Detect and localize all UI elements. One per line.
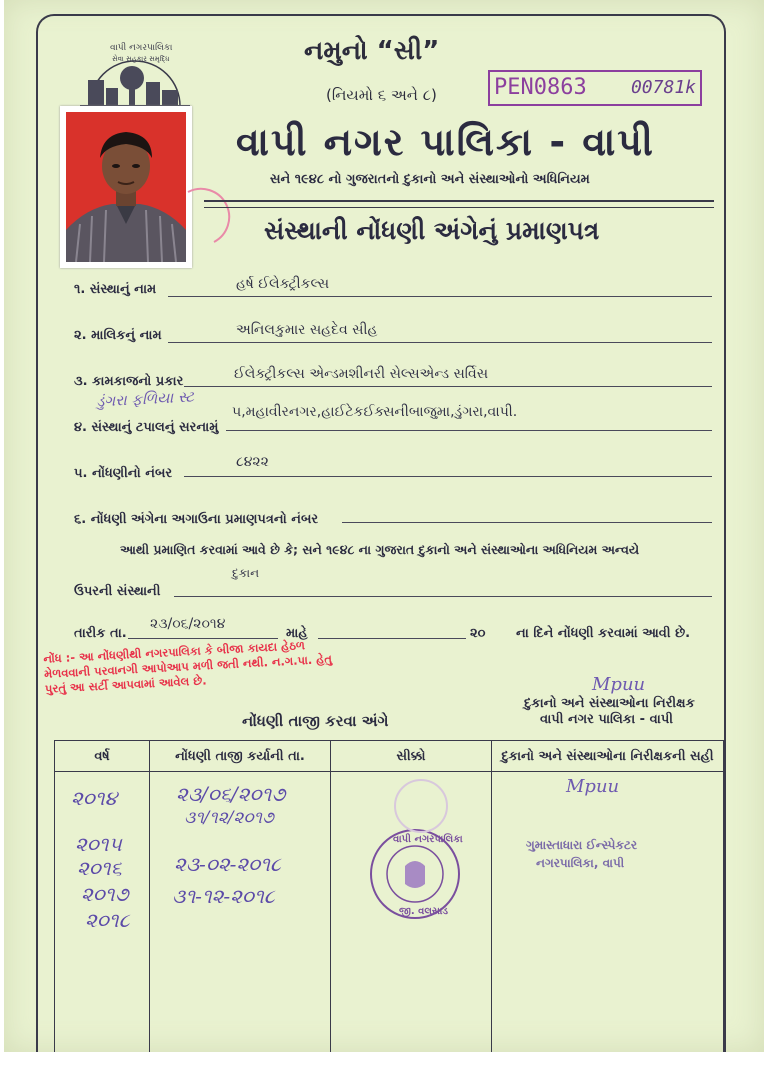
field-1-value: હર્ષ ઈલેક્ટ્રીકલ્સ [236, 276, 330, 292]
municipality-logo [70, 36, 200, 114]
above-entity-value: દુકાન [232, 566, 260, 580]
renewal-table [54, 740, 724, 1052]
registration-number-printed: PEN0863 [494, 75, 587, 100]
field-3-label: ૩. કામકાજનો પ્રકાર [74, 374, 184, 389]
month-label: માહે [286, 626, 308, 641]
renewal-date-entry: ૨૩-૦૨-૨૦૧૮ [174, 852, 281, 876]
inspector-signature: Mpuu [592, 674, 646, 695]
certificate-title: સંસ્થાની નોંધણી અંગેનું પ્રમાણપત્ર [264, 216, 600, 245]
header-inspector-signature: દુકાનો અને સંસ્થાઓના નિરીક્ષકની સહી [492, 741, 724, 772]
renewal-date-entry: ૨૩/૦૬/૨૦૧૭ [176, 782, 286, 806]
above-entity-label: ઉપરની સંસ્થાની [74, 584, 161, 599]
municipal-seal [367, 826, 463, 922]
field-4-line [226, 430, 712, 431]
field-2-label: ૨. માલિકનું નામ [74, 328, 162, 343]
form-number: નમુનો “સી” [304, 36, 440, 66]
municipality-title: વાપી નગર પાલિકા - વાપી [236, 120, 655, 164]
renewal-title: નોંધણી તાજી કરવા અંગે [242, 712, 389, 730]
rules-reference: (નિયમો ૬ અને ૮) [326, 86, 437, 104]
field-5-value: ૮૪૨૨ [236, 454, 269, 470]
act-line: સને ૧૯૪૮ નો ગુજરાતનો દુકાનો અને સંસ્થાઓનો અધિનિયમ [270, 172, 590, 187]
inspector-office: વાપી નગર પાલિકા - વાપી [540, 712, 674, 727]
registered-text: ના દિને નોંધણી કરવામાં આવી છે. [516, 626, 691, 641]
above-entity-line [174, 596, 712, 597]
dates-cell [150, 772, 331, 1053]
seal-cell [331, 772, 492, 1053]
partial-stamp-mark [184, 186, 234, 246]
field-2-line [168, 342, 712, 343]
field-5-label: ૫. નોંધણીનો નંબર [74, 466, 173, 481]
red-stamp-note: નોંધ :- આ નોંધણીથી નગરપાલિકા કે બીજા કાયદા હેઠળ મેળવવાની પરવાનગી આપોઆપ મળી જતી નથી. ન.ગ.પા. હેતુ પુરતું આ સર્ટી આપવામાં આવેલ છે. [43, 638, 333, 696]
inspector-stamp-line-2: નગરપાલિકા, વાપી [536, 856, 625, 870]
field-4-handwritten-address: ડુંગરા ફળિયા સ્ટ [95, 387, 195, 411]
inspector-title: દુકાનો અને સંસ્થાઓના નિરીક્ષક [524, 696, 695, 711]
registration-number-handwritten: 00781k [630, 77, 696, 98]
field-3-line [184, 386, 712, 387]
logo-text-top: વાપી નગરપાલિકા [110, 43, 173, 53]
year-label: ૨૦ [470, 626, 486, 641]
logo-text-sub: સેવા સહકાર સમૃદ્ધિ [112, 55, 170, 63]
faded-seal [391, 776, 451, 836]
field-4-value: ૫,મહાવીરનગર,હાઈટેકઈક્સનીબાજુમા,ડુંગરા,વાપી. [232, 404, 518, 420]
renewal-header-row [55, 741, 724, 772]
year-entry: ૨૦૧૪ [71, 786, 117, 810]
renewal-date-entry: ૩૧-૧૨-૨૦૧૮ [172, 884, 275, 908]
field-1-label: ૧. સંસ્થાનું નામ [74, 282, 157, 297]
year-entry: ૨૦૧૬ [77, 856, 122, 880]
seal-top-text: વાપી નગરપાલિકા [393, 834, 463, 845]
field-2-value: અનિલકુમાર સહદેવ સીહ [236, 322, 378, 338]
date-line [128, 638, 278, 639]
field-1-line [168, 296, 712, 297]
certify-statement: આથી પ્રમાણિત કરવામાં આવે છે કે; સને ૧૯૪૮ ના ગુજરાત દુકાનો અને સંસ્થાઓના અધિનિયમ અન્વયે [120, 542, 640, 557]
inspector-signature-renewal: Mpuu [566, 776, 620, 797]
header-double-rule [204, 200, 714, 208]
field-6-label: ૬. નોંધણી અંગેના અગાઉના પ્રમાણપત્રનો નંબર [74, 512, 319, 527]
inspector-stamp-line-1: ગુમાસ્તાધારા ઈન્સ્પેકટર [526, 838, 638, 852]
year-entry: ૨૦૧૭ [81, 882, 129, 906]
field-5-line [184, 476, 712, 477]
years-cell [55, 772, 150, 1053]
header-renewal-date: નોંધણી તાજી કર્યાની તા. [150, 741, 331, 772]
date-label: તારીક તા. [74, 626, 127, 641]
registration-number-stamp [488, 70, 702, 106]
owner-photo [60, 106, 192, 268]
year-entry: ૨૦૧૫ [75, 832, 122, 856]
certificate-paper [4, 0, 764, 1052]
year-entry: ૨૦૧૮ [85, 908, 130, 932]
header-year: વર્ષ [55, 741, 150, 772]
renewal-date-entry: ૩૧/૧૨/૨૦૧૭ [184, 808, 274, 828]
header-seal: સીક્કો [331, 741, 492, 772]
seal-bottom-text: જી. વલસાડ [399, 906, 448, 917]
field-4-label: ૪. સંસ્થાનું ટપાલનું સરનામું [74, 420, 219, 435]
field-3-value: ઈલેક્ટ્રીકલ્સ એન્ડમશીનરી સેલ્સએન્ડ સર્વિસ [234, 366, 489, 382]
field-6-line [342, 522, 712, 523]
date-value: ૨૩/૦૬/૨૦૧૪ [150, 616, 226, 632]
inspector-signature-cell [492, 772, 724, 1053]
